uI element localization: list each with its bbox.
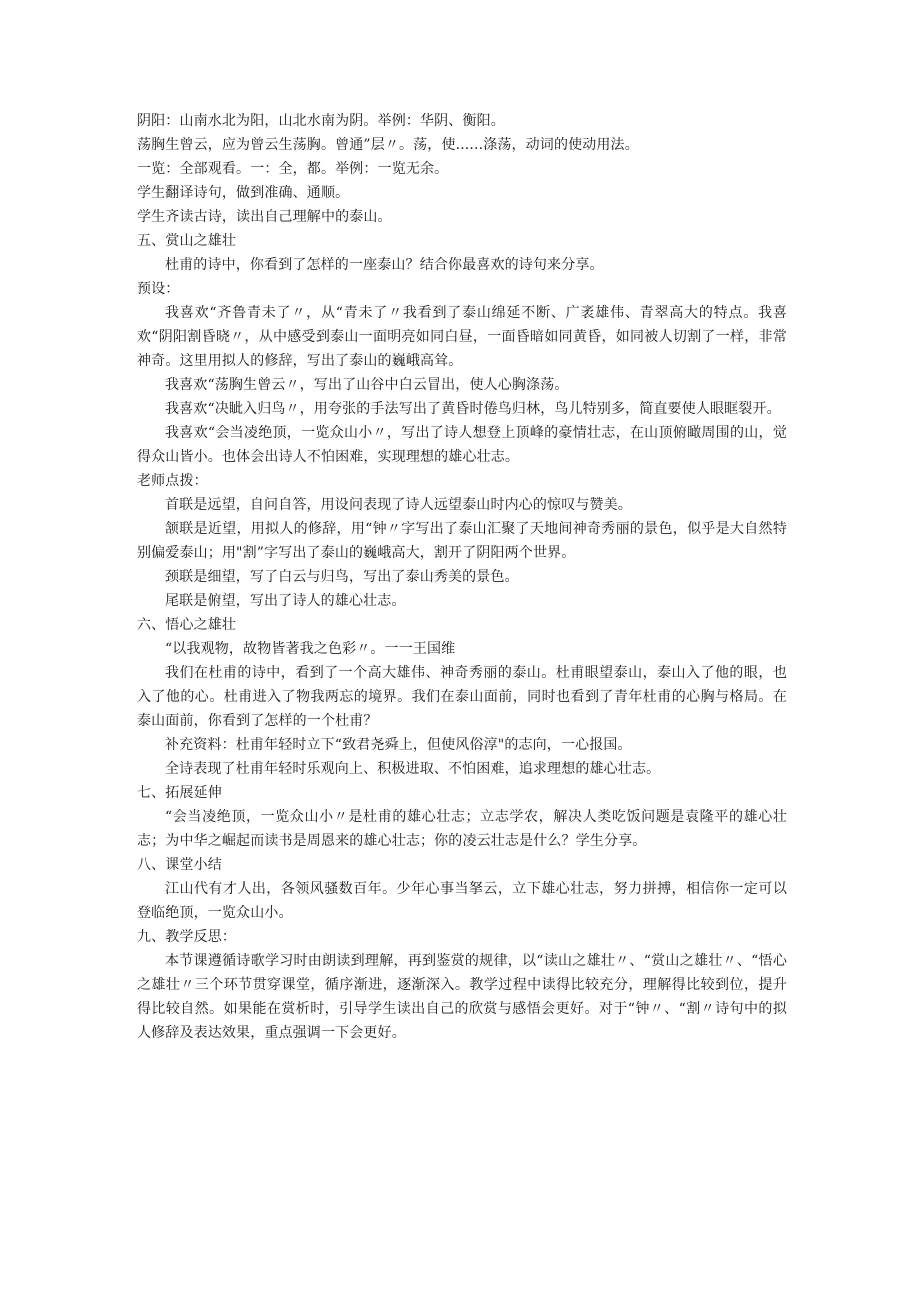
- text-line: 学生齐读古诗，读出自己理解中的泰山。: [137, 209, 392, 225]
- paragraph: 我喜欢“齐鲁青未了〃，从“青未了〃我看到了泰山绵延不断、广袤雄伟、青翠高大的特点。我喜欢“阴阳割昏晓〃，从中感受到泰山一面明亮如同白昼，一面昏暗如同黄昏，如同被人切割了一样，非常神奇。这里用拟人的修辞，写出了泰山的巍峨高耸。: [137, 305, 787, 369]
- text-line: 一览：全部观看。一：全，都。举例：一览无余。: [137, 161, 449, 177]
- paragraph: “会当凌绝顶，一览众山小〃是杜甫的雄心壮志；立志学农，解决人类吃饭问题是袁隆平的雄心壮志；为中华之崛起而读书是周恩来的雄心壮志；你的凌云壮志是什么？学生分享。: [137, 809, 787, 849]
- text-line: 阴阳：山南水北为阳，山北水南为阴。举例：华阴、衡阳。: [137, 113, 505, 129]
- text-line: 预设：: [137, 281, 180, 297]
- paragraph: 颈联是细望，写了白云与归鸟，写出了泰山秀美的景色。: [165, 569, 519, 585]
- text-line: 荡胸生曾云，应为曾云生荡胸。曾通”层〃。荡，使......涤荡，动词的使动用法。: [137, 137, 639, 153]
- text-line: 学生翻译诗句，做到准确、通顺。: [137, 185, 350, 201]
- paragraph: 我喜欢“会当凌绝顶，一览众山小〃，写出了诗人想登上顶峰的豪情壮志，在山顶俯瞰周围的山，觉得众山皆小。也体会出诗人不怕困难，实现理想的雄心壮志。: [137, 425, 787, 465]
- document-body: [137, 109, 787, 1045]
- section-heading: 六、悟心之雄壮: [137, 617, 237, 633]
- paragraph: 首联是远望，自问自答，用设问表现了诗人远望泰山时内心的惊叹与赞美。: [165, 497, 632, 513]
- section-heading: 八、课堂小结: [137, 857, 222, 873]
- text-line: 老师点拨：: [137, 473, 208, 489]
- section-heading: 九、教学反思：: [137, 929, 237, 945]
- paragraph: 我喜欢“荡胸生曾云〃，写出了山谷中白云冒出，使人心胸涤荡。: [165, 377, 569, 393]
- paragraph: 全诗表现了杜甫年轻时乐观向上、积极进取、不怕困难，追求理想的雄心壮志。: [165, 761, 661, 777]
- paragraph: 本节课遵循诗歌学习时由朗读到理解，再到鉴赏的规律，以“读山之雄壮〃、“赏山之雄壮〃、“悟心之雄壮〃三个环节贯穿课堂，循序渐进，逐渐深入。教学过程中读得比较充分，理解得比较到位，提升得比较自然。如果能在赏析时，引导学生读出自己的欣赏与感悟会更好。对于“钟〃、“割〃诗句中的拟人修辞及表达效果，重点强调一下会更好。: [137, 953, 787, 1041]
- section-heading: 七、拓展延伸: [137, 785, 222, 801]
- paragraph: 尾联是俯望，写出了诗人的雄心壮志。: [165, 593, 406, 609]
- paragraph: 补充资料：杜甫年轻时立下“致君尧舜上，但使风俗淳"的志向，一心报国。: [165, 737, 632, 753]
- section-heading: 五、赏山之雄壮: [137, 233, 237, 249]
- paragraph: 我喜欢“决眦入归鸟〃，用夸张的手法写出了黄昏时倦鸟归林，鸟儿特别多，简直要使人眼眶裂开。: [165, 401, 781, 417]
- paragraph: “以我观物，故物皆著我之色彩〃。一一王国维: [165, 641, 456, 657]
- paragraph: 我们在杜甫的诗中，看到了一个高大雄伟、神奇秀丽的泰山。杜甫眼望泰山，泰山入了他的眼，也入了他的心。杜甫进入了物我两忘的境界。我们在泰山面前，同时也看到了青年杜甫的心胸与格局。在泰山面前，你看到了怎样的一个杜甫？: [137, 665, 787, 729]
- paragraph: 杜甫的诗中，你看到了怎样的一座泰山？结合你最喜欢的诗句来分享。: [165, 257, 604, 273]
- paragraph: 颔联是近望，用拟人的修辞，用“钟〃字写出了泰山汇聚了天地间神奇秀丽的景色，似乎是大自然特别偏爱泰山；用"割”字写出了泰山的巍峨高大，割开了阴阳两个世界。: [137, 521, 787, 561]
- paragraph: 江山代有才人出，各领风骚数百年。少年心事当拏云，立下雄心壮志，努力拼搏，相信你一定可以登临绝顶，一览众山小。: [137, 881, 787, 921]
